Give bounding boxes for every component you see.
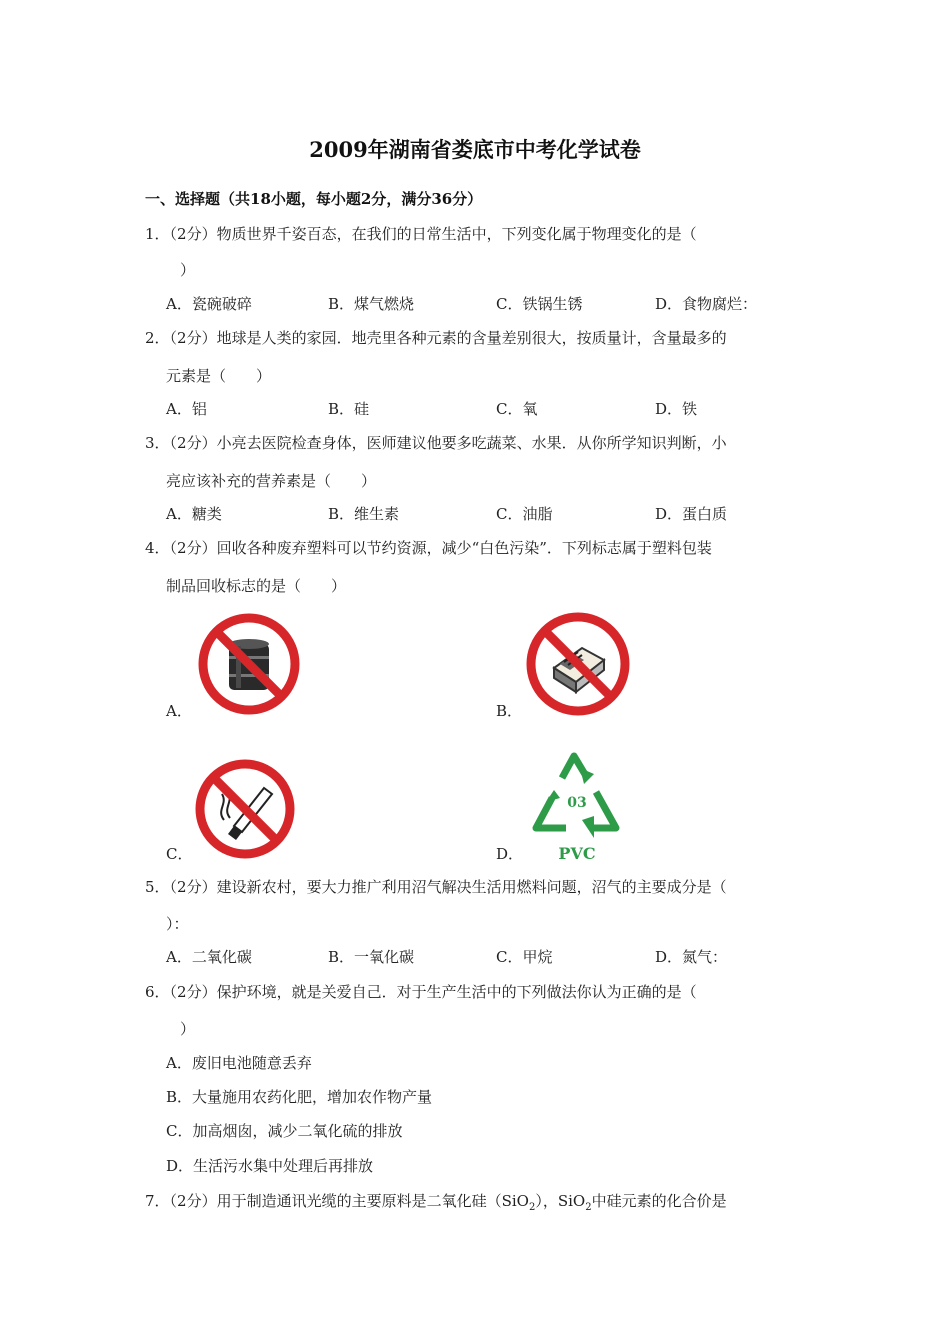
q3-option-a: A．糖类	[166, 505, 222, 523]
question-4-line-2: 制品回收标志的是（ ）	[166, 577, 347, 595]
no-matches-icon	[524, 610, 632, 718]
q2-option-c: C．氧	[496, 400, 538, 418]
q1-option-b: B．煤气燃烧	[328, 295, 415, 313]
q3-option-c: C．油脂	[496, 505, 553, 523]
q2-option-d: D．铁	[655, 400, 698, 418]
recycle-label: PVC	[558, 844, 596, 863]
q4-option-d: D．	[496, 845, 524, 863]
question-5-line-1: 5．（2分）建设新农村，要大力推广利用沼气解决生活用燃料问题，沼气的主要成分是（	[145, 878, 727, 896]
q6-option-c: C．加高烟囱，减少二氧化硫的排放	[166, 1122, 403, 1140]
no-smoking-icon	[194, 758, 296, 860]
q1-option-c: C．铁锅生锈	[496, 295, 583, 313]
page-title: 2009年湖南省娄底市中考化学试卷	[309, 137, 641, 162]
q5-option-d: D．氮气：	[655, 948, 728, 966]
q4-option-a: A．	[166, 702, 192, 720]
q4-option-b: B．	[496, 702, 523, 720]
q7-prefix: 7．（2分）用于制造通讯光缆的主要原料是二氧化硅（SiO	[145, 1192, 529, 1210]
q7-subscript-2: 2	[585, 1202, 592, 1213]
q7-suffix: 中硅元素的化合价是	[591, 1192, 727, 1210]
q1-option-d: D．食物腐烂：	[655, 295, 758, 313]
section-heading: 一、选择题（共18小题，每小题2分，满分36分）	[145, 190, 483, 208]
q7-mid: ），SiO	[535, 1192, 586, 1210]
q2-option-b: B．硅	[328, 400, 370, 418]
q5-option-b: B．一氧化碳	[328, 948, 415, 966]
q3-option-d: D．蛋白质	[655, 505, 728, 523]
question-3-line-1: 3．（2分）小亮去医院检查身体，医师建议他要多吃蔬菜、水果．从你所学知识判断，小	[145, 434, 727, 452]
question-2-line-1: 2．（2分）地球是人类的家园．地壳里各种元素的含量差别很大，按质量计，含量最多的	[145, 329, 727, 347]
question-6-line-1: 6．（2分）保护环境，就是关爱自己．对于生产生活中的下列做法你认为正确的是（	[145, 983, 697, 1001]
question-2-line-2: 元素是（ ）	[166, 367, 272, 385]
question-1-line-1: 1．（2分）物质世界千姿百态，在我们的日常生活中，下列变化属于物理变化的是（	[145, 225, 697, 243]
question-6-line-2: ）	[180, 1020, 196, 1038]
recycle-03-pvc-icon	[522, 740, 632, 864]
question-3-line-2: 亮应该补充的营养素是（ ）	[166, 472, 377, 490]
q2-option-a: A．铝	[166, 400, 207, 418]
question-7-line-1	[145, 1191, 727, 1218]
no-oil-drum-icon	[196, 612, 302, 716]
q5-option-c: C．甲烷	[496, 948, 553, 966]
recycle-code: 03	[567, 795, 587, 811]
q5-option-a: A．二氧化碳	[166, 948, 252, 966]
question-4-line-1: 4．（2分）回收各种废弃塑料可以节约资源，减少“白色污染”．下列标志属于塑料包装	[145, 539, 712, 557]
q3-option-b: B．维生素	[328, 505, 400, 523]
question-1-line-2: ）	[180, 261, 196, 279]
question-5-line-2: ）：	[166, 915, 189, 933]
q6-option-b: B．大量施用农药化肥，增加农作物产量	[166, 1088, 433, 1106]
q4-option-c: C．	[166, 845, 193, 863]
q6-option-a: A．废旧电池随意丢弃	[166, 1054, 312, 1072]
q7-subscript-1: 2	[528, 1202, 536, 1213]
q6-option-d: D．生活污水集中处理后再排放	[166, 1157, 374, 1175]
q1-option-a: A．瓷碗破碎	[166, 295, 252, 313]
